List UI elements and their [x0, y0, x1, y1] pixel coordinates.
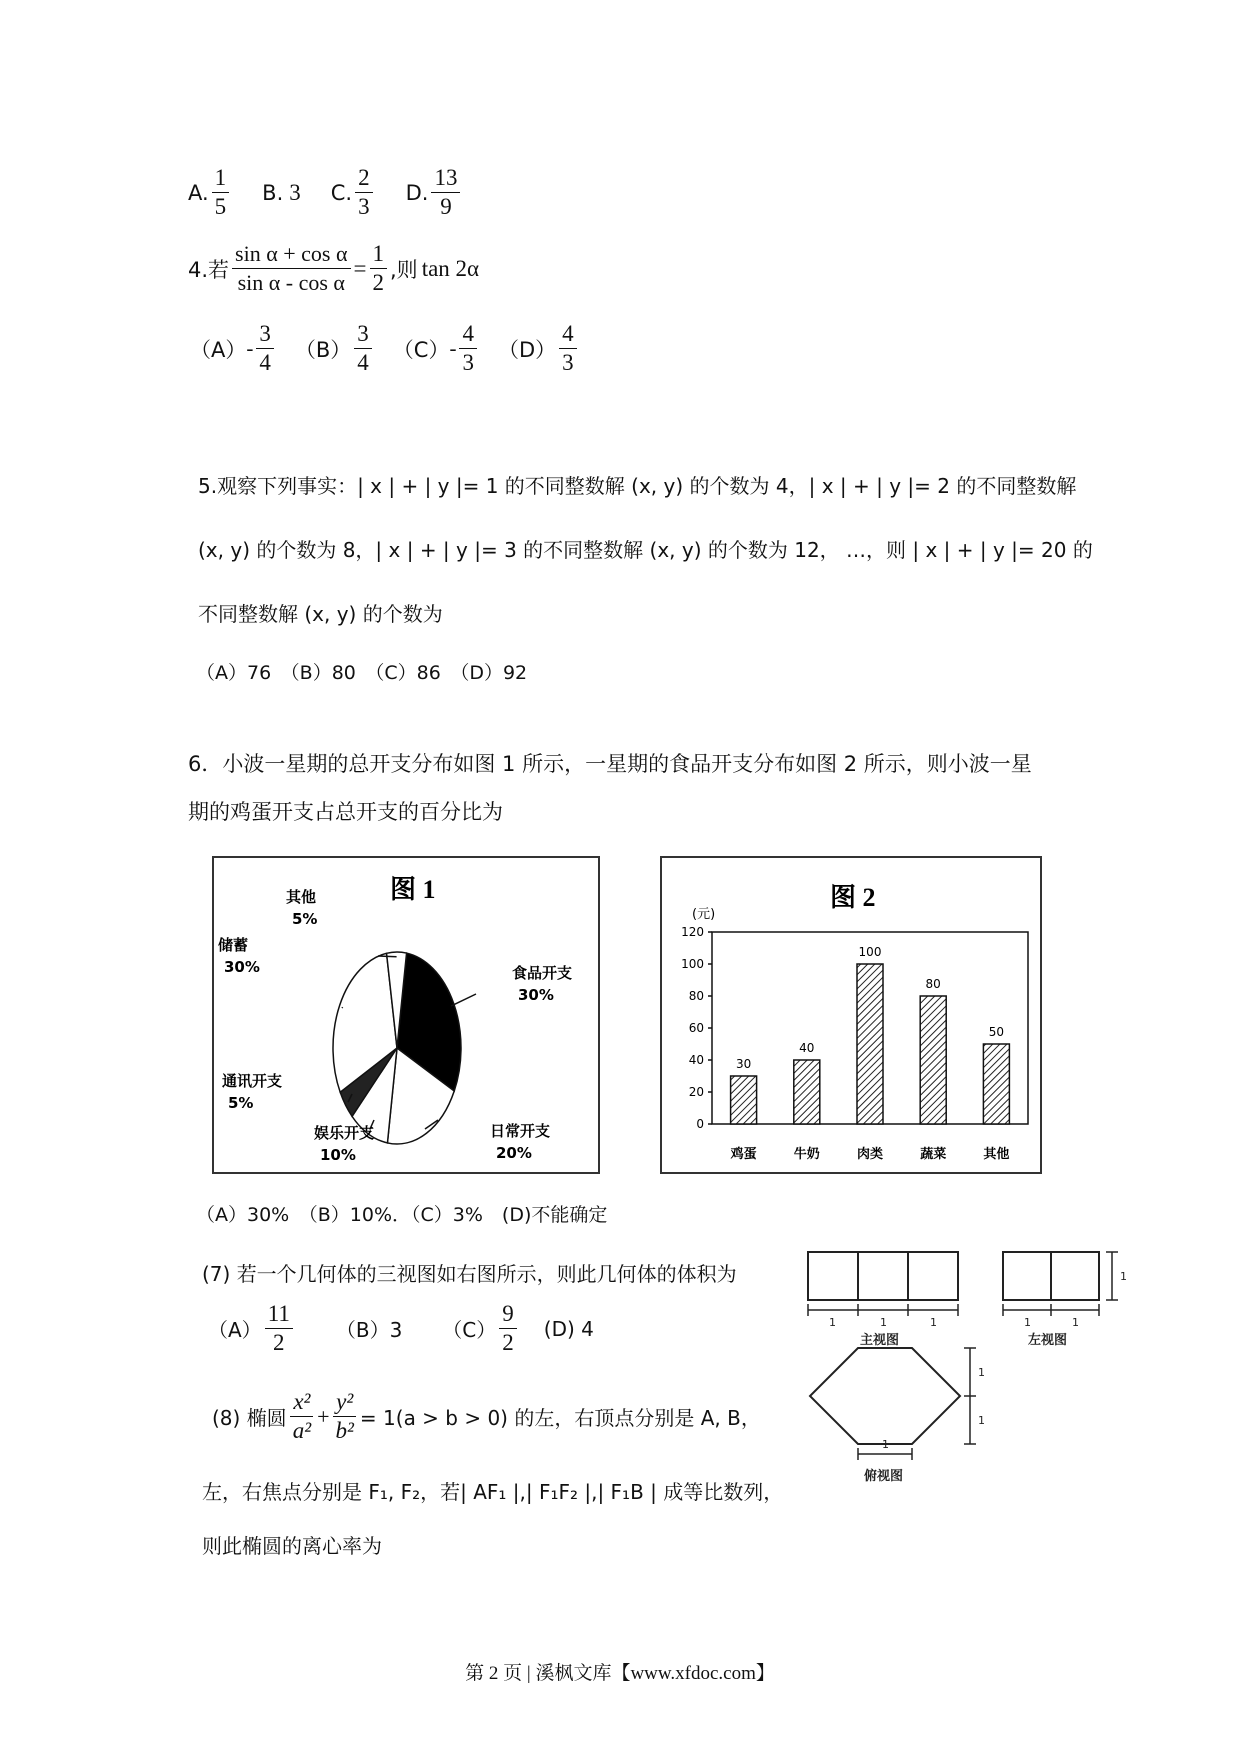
- pie-leader-line-5: [378, 956, 397, 957]
- bar-4: [983, 1044, 1009, 1124]
- front-dim-2: 1: [880, 1316, 887, 1329]
- q8-line-1: [212, 1388, 761, 1445]
- fraction-denominator: 3: [562, 350, 574, 375]
- fraction-numerator: x²: [290, 1388, 313, 1417]
- fraction-denominator: 4: [259, 350, 271, 375]
- q3-option-b-label: B.: [262, 180, 284, 205]
- top-dim-width: 1: [882, 1438, 889, 1451]
- q3-option-c-label: C.: [330, 180, 353, 205]
- q5-line-2: (x, y) 的个数为 8，| x | + | y |= 3 的不同整数解 (x, y) 的个数为 12， …，则 | x | + | y |= 20 的: [198, 538, 1093, 562]
- q4-option-c-fraction: [459, 320, 477, 377]
- q4-option-a-label: （A）: [190, 337, 247, 362]
- page-footer: 第 2 页 | 溪枫文库【www.xfdoc.com】: [465, 1663, 775, 1684]
- bar-category-label-3: 蔬菜: [920, 1147, 947, 1162]
- q4-rhs-fraction: [370, 240, 388, 297]
- front-dim-1: 1: [829, 1316, 836, 1329]
- pie-slice-label-4: 储蓄: [218, 936, 249, 954]
- front-dim-3: 1: [930, 1316, 937, 1329]
- pie-chart-title: 图 1: [390, 875, 436, 904]
- fraction-denominator: 9: [440, 194, 452, 219]
- bar-y-tick-label-6: 120: [681, 925, 704, 939]
- pie-slice-value-1: 20%: [496, 1144, 532, 1162]
- fraction-numerator: 4: [459, 320, 477, 349]
- q4-option-c-label: （C）: [392, 337, 450, 362]
- fraction-numerator: 1: [370, 240, 388, 269]
- pie-chart-svg: [214, 858, 598, 1172]
- bar-y-tick-label-4: 80: [688, 989, 704, 1003]
- q4-option-a-sign: -: [246, 336, 254, 360]
- q7-option-d: (D) 4: [543, 1316, 594, 1341]
- q8-line-2: 左，右焦点分别是 F₁, F₂，若| AF₁ |,| F₁F₂ |,| F₁B | 成等比数列，: [202, 1480, 784, 1504]
- q4-question: [188, 240, 479, 297]
- top-dim-1: 1: [978, 1366, 985, 1379]
- fraction-numerator: 13: [431, 164, 460, 193]
- top-dim-2: 1: [978, 1414, 985, 1427]
- fraction-denominator: a²: [292, 1418, 312, 1443]
- bar-chart-ylabel: (元): [692, 907, 716, 922]
- fraction-numerator: 4: [559, 320, 577, 349]
- fraction-denominator: 2: [372, 270, 384, 295]
- fraction-denominator: 4: [357, 350, 369, 375]
- q8-plus: +: [317, 1403, 330, 1429]
- q4-tail: tan 2α: [421, 255, 480, 281]
- bar-value-label-0: 30: [735, 1057, 752, 1071]
- q7-question: (7) 若一个几何体的三视图如右图所示，则此几何体的体积为: [202, 1262, 737, 1286]
- top-view-label: 俯视图: [864, 1469, 904, 1484]
- bar-3: [920, 996, 946, 1124]
- q4-lhs-fraction: [232, 240, 350, 297]
- q7-option-c-label: （C）: [442, 1318, 497, 1342]
- three-view-diagram: [800, 1248, 1140, 1498]
- q8-mid: = 1(a > b > 0) 的左，右顶点分别是 A, B，: [359, 1406, 761, 1430]
- q4-equals: =: [353, 255, 367, 281]
- q8-line-3: 则此椭圆的离心率为: [202, 1534, 382, 1558]
- fraction-numerator: 3: [354, 320, 372, 349]
- q7-option-c-fraction: [499, 1300, 517, 1357]
- fraction-numerator: 1: [212, 164, 230, 193]
- bar-category-label-0: 鸡蛋: [730, 1147, 757, 1162]
- fraction-denominator: b²: [335, 1418, 354, 1443]
- bar-category-label-4: 其他: [983, 1147, 1010, 1162]
- q4-option-c-sign: -: [449, 336, 457, 360]
- q6-line-1: 6．小波一星期的总开支分布如图 1 所示，一星期的食品开支分布如图 2 所示，则小波一星: [188, 752, 1032, 776]
- q8-y-fraction: [333, 1388, 357, 1445]
- q3-option-a-fraction: [212, 164, 230, 221]
- bar-y-tick-label-2: 40: [688, 1053, 704, 1067]
- fraction-numerator: 2: [355, 164, 373, 193]
- fraction-numerator: 11: [265, 1300, 293, 1329]
- q4-option-d-label: （D）: [497, 337, 557, 362]
- fraction-numerator: 3: [256, 320, 274, 349]
- fraction-numerator: sin α + cos α: [232, 240, 350, 269]
- bar-y-tick-label-3: 60: [688, 1021, 704, 1035]
- left-dim-1: 1: [1024, 1316, 1031, 1329]
- pie-slice-value-5: 5%: [292, 910, 318, 928]
- pie-chart-figure-1: [212, 856, 600, 1174]
- fraction-denominator: 2: [502, 1330, 514, 1355]
- q7-options: [208, 1300, 594, 1357]
- fraction-denominator: 3: [462, 350, 474, 375]
- pie-slice-label-0: 食品开支: [512, 964, 573, 982]
- front-view-label: 主视图: [860, 1333, 900, 1348]
- q5-line-3: 不同整数解 (x, y) 的个数为: [198, 602, 443, 626]
- pie-slice-label-5: 其他: [286, 888, 317, 906]
- q5-line-1: 5.观察下列事实：| x | + | y |= 1 的不同整数解 (x, y) 的个数为 4，| x | + | y |= 2 的不同整数解: [198, 474, 1077, 498]
- fraction-denominator: 2: [273, 1330, 285, 1355]
- pie-leader-line-0: [451, 994, 476, 1006]
- q3-option-b-value: 3: [289, 179, 301, 205]
- left-view-label: 左视图: [1028, 1333, 1068, 1348]
- q8-x-fraction: [290, 1388, 314, 1445]
- bar-chart-svg: [662, 858, 1040, 1172]
- bar-value-label-2: 100: [858, 945, 882, 959]
- q6-options: （A）30% （B）10%．（C）3% (D)不能确定: [196, 1204, 608, 1226]
- q5-options: （A）76 （B）80 （C）86 （D）92: [196, 662, 528, 684]
- pie-slice-label-2: 娱乐开支: [314, 1124, 375, 1142]
- q8-prefix: (8) 椭圆: [212, 1406, 287, 1430]
- q3-option-a-label: A.: [188, 180, 209, 205]
- bar-value-label-1: 40: [799, 1041, 815, 1055]
- q7-option-a-label: （A）: [208, 1318, 262, 1342]
- pie-slice-value-0: 30%: [518, 986, 554, 1004]
- q7-option-b: （B）3: [335, 1318, 403, 1342]
- pie-slice-label-1: 日常开支: [490, 1122, 551, 1140]
- q4-option-a-fraction: [256, 320, 274, 377]
- fraction-denominator: 5: [214, 194, 227, 219]
- q4-option-d-fraction: [559, 320, 577, 377]
- pie-leader-line-4: [342, 1007, 343, 1008]
- bar-value-label-3: 80: [925, 977, 941, 991]
- three-view-svg: [800, 1248, 1140, 1498]
- left-dim-2: 1: [1072, 1316, 1079, 1329]
- q4-suffix: ,则: [390, 257, 418, 282]
- bar-chart-title: 图 2: [830, 883, 876, 912]
- q4-option-b-fraction: [354, 320, 372, 377]
- q3-option-d-label: D.: [405, 180, 429, 205]
- q4-options: [190, 320, 580, 377]
- q6-line-2: 期的鸡蛋开支占总开支的百分比为: [188, 800, 503, 824]
- bar-1: [794, 1060, 820, 1124]
- bar-chart-figure-2: [660, 856, 1042, 1174]
- q4-option-b-label: （B）: [294, 337, 352, 362]
- left-dim-height: 1: [1120, 1270, 1127, 1283]
- fraction-denominator: 3: [358, 194, 370, 219]
- pie-slice-value-2: 10%: [320, 1146, 356, 1164]
- pie-slice-label-3: 通讯开支: [222, 1072, 283, 1090]
- q3-option-d-fraction: [431, 164, 460, 221]
- q7-option-a-fraction: [265, 1300, 293, 1357]
- pie-slice-value-3: 5%: [228, 1094, 254, 1112]
- bar-0: [731, 1076, 757, 1124]
- bar-category-label-1: 牛奶: [793, 1147, 820, 1162]
- fraction-numerator: 9: [499, 1300, 517, 1329]
- q3-options: [188, 164, 463, 221]
- pie-slice-value-4: 30%: [224, 958, 260, 976]
- bar-y-tick-label-0: 0: [696, 1117, 704, 1131]
- bar-category-label-2: 肉类: [856, 1147, 884, 1162]
- fraction-denominator: sin α - cos α: [237, 270, 345, 295]
- bar-y-tick-label-1: 20: [688, 1085, 704, 1099]
- q4-prefix: 4.若: [188, 257, 230, 282]
- bar-value-label-4: 50: [988, 1025, 1005, 1039]
- bar-2: [857, 964, 883, 1124]
- fraction-numerator: y²: [333, 1388, 356, 1417]
- bar-y-tick-label-5: 100: [681, 957, 704, 971]
- q3-option-c-fraction: [355, 164, 373, 221]
